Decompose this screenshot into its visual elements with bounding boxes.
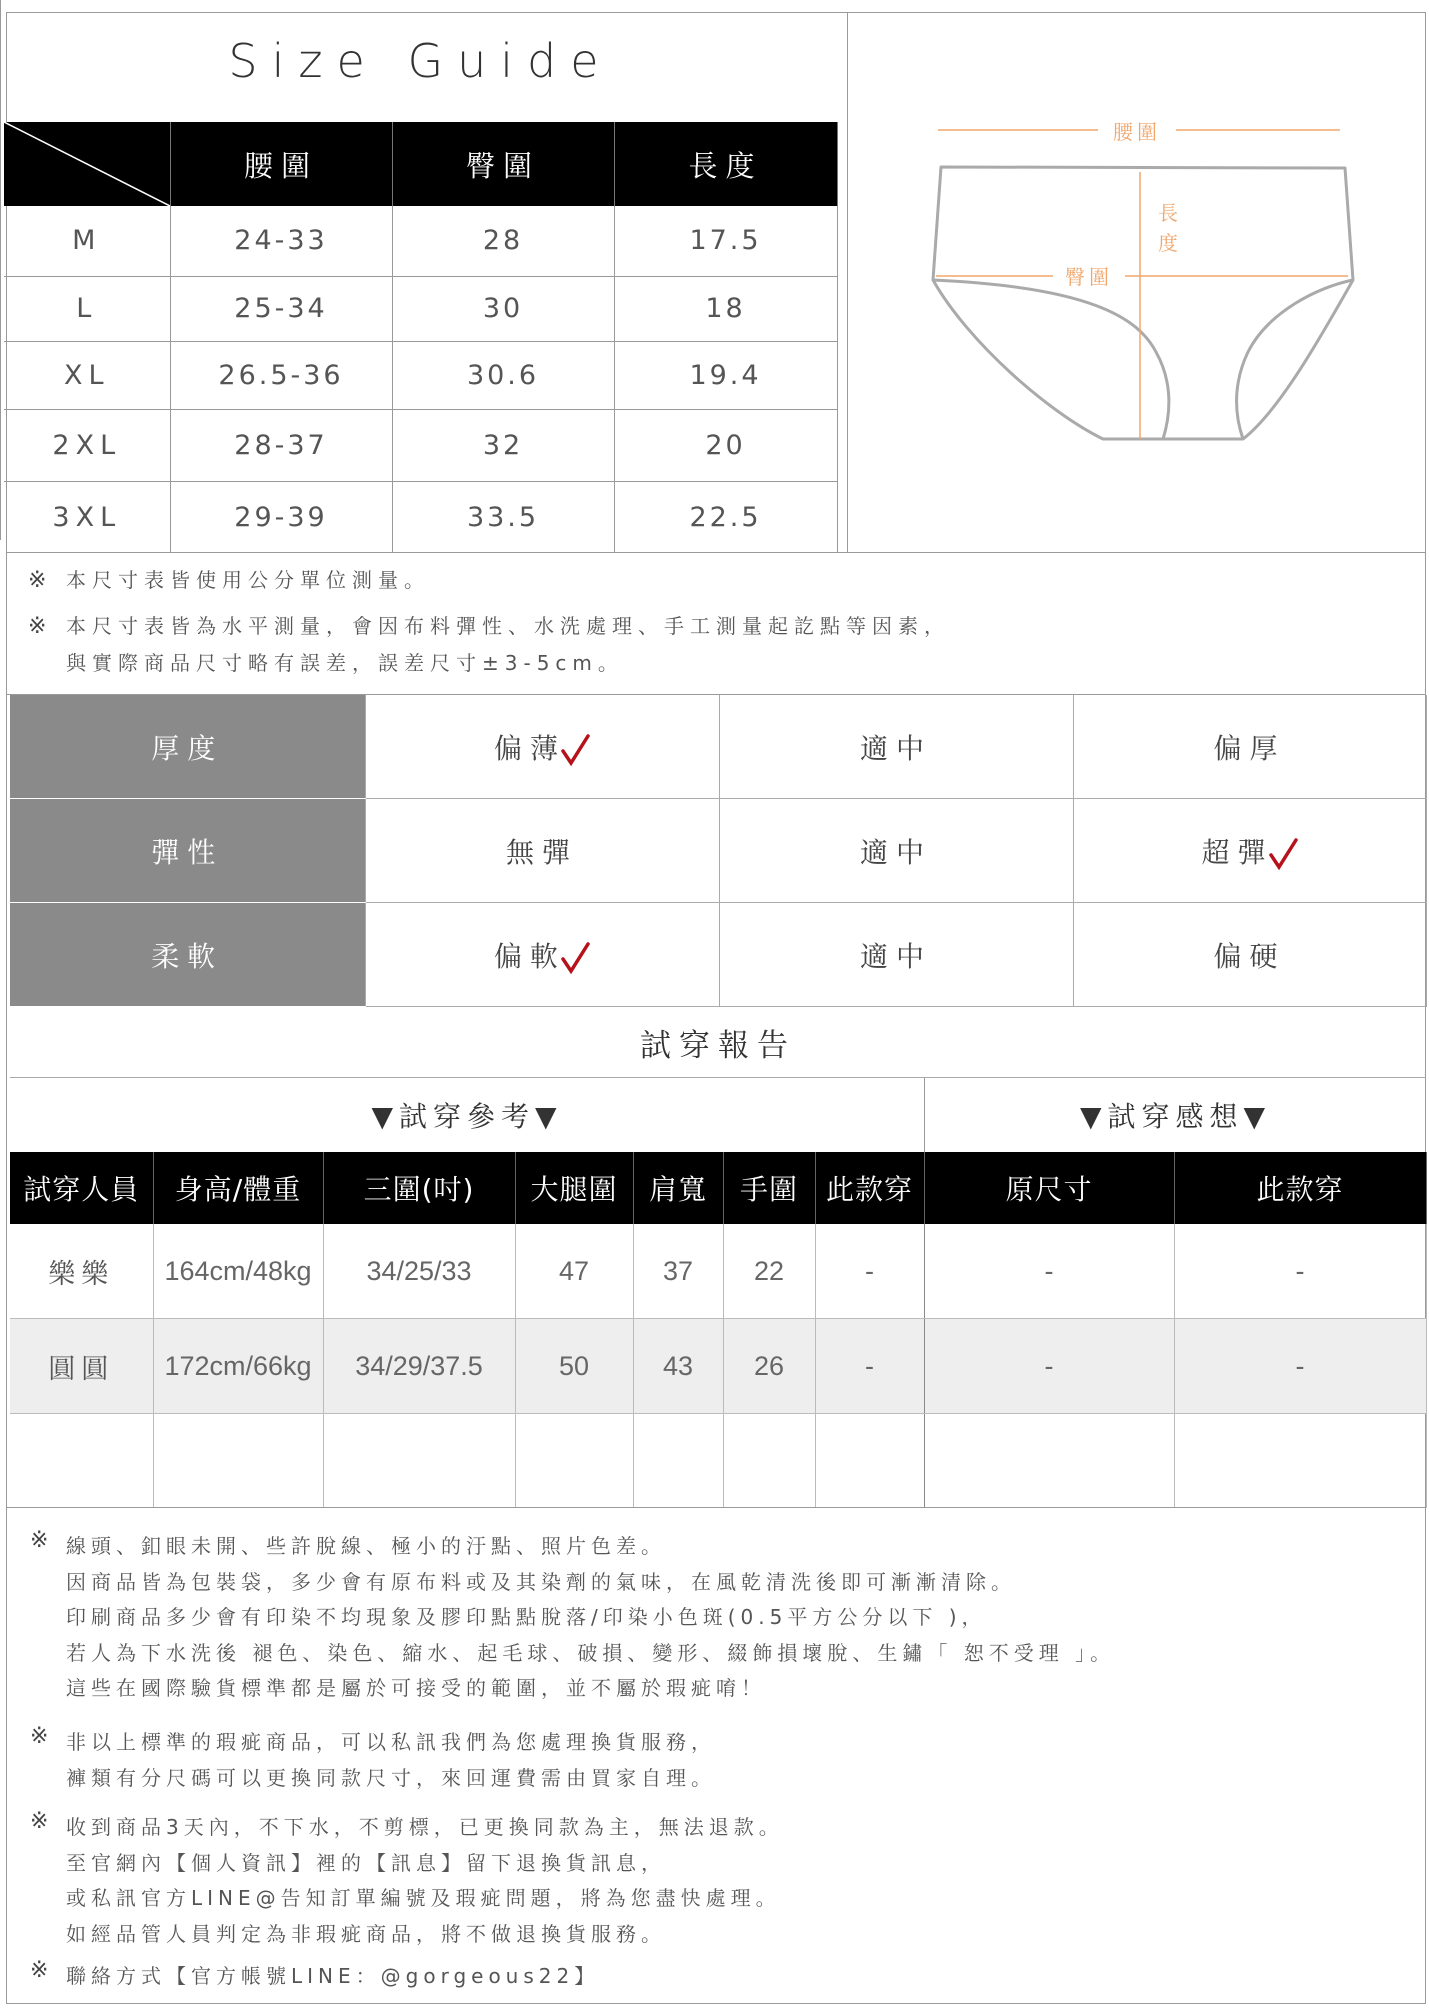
feedback-header: ▼試穿感想▼ [1079, 1100, 1272, 1133]
size-row [4, 341, 837, 409]
note-mark: ※ [28, 568, 47, 593]
fitting-column-header: 此款穿 [815, 1152, 924, 1224]
attribute-row [10, 695, 1426, 799]
fitting-cell: 50 [515, 1319, 633, 1414]
notes-divider [6, 552, 1426, 553]
fitting-column-header: 三圍(吋) [323, 1152, 515, 1224]
table-row [10, 1319, 1426, 1414]
fitting-cell: 164cm/48kg [153, 1224, 323, 1319]
attribute-option-label: 偏厚 [1213, 731, 1286, 765]
length-label-1: 長 [1158, 201, 1178, 225]
reference-header: ▼試穿參考▼ [10, 1078, 925, 1152]
length-value: 17.5 [614, 206, 837, 276]
attribute-option [1073, 903, 1426, 1007]
size-table [4, 122, 838, 553]
policy-note-line: 若人為下水洗後 褪色、染色、縮水、起毛球、破損、變形、綴飾損壞脫、生鏽「 恕不受理 」。 [66, 1640, 1116, 1665]
attribute-option [719, 903, 1073, 1007]
waist-label: 腰圍 [1113, 120, 1161, 144]
attribute-option-label: 適中 [859, 731, 932, 765]
size-label: XL [4, 341, 170, 409]
table-row [10, 1224, 1426, 1319]
fitting-column-header: 原尺寸 [924, 1152, 1174, 1224]
fitting-cell: - [924, 1224, 1174, 1319]
policy-note-line: 或私訊官方LINE@告知訂單編號及瑕疵問題，將為您盡快處理。 [66, 1886, 781, 1910]
policy-note-line: 因商品皆為包裝袋，多少會有原布料或及其染劑的氣味，在風乾清洗後即可漸漸清除。 [66, 1569, 1016, 1594]
tester-name: 樂樂 [10, 1224, 153, 1319]
attribute-option-label: 無彈 [505, 835, 578, 869]
underwear-diagram [848, 12, 1424, 552]
fitting-cell [924, 1414, 1174, 1509]
waist-value: 26.5-36 [170, 341, 392, 409]
fitting-cell: 172cm/66kg [153, 1319, 323, 1414]
waist-value: 28-37 [170, 409, 392, 481]
fitting-table [10, 1152, 1427, 1508]
measure-notes [10, 562, 1426, 692]
tester-name [10, 1414, 153, 1509]
size-label: L [4, 276, 170, 341]
policy-note-line: 至官網內【個人資訊】裡的【訊息】留下退換貨訊息， [66, 1850, 666, 1875]
size-row [4, 409, 837, 481]
attribute-name: 彈性 [10, 799, 365, 903]
note-mark: ※ [30, 1809, 49, 1834]
note-mark: ※ [30, 1528, 49, 1553]
fitting-cell: - [815, 1224, 924, 1319]
fitting-column-header: 試穿人員 [10, 1152, 153, 1224]
policy-note-line: 褲類有分尺碼可以更換同款尺寸，來回運費需由買家自理。 [66, 1765, 716, 1790]
attribute-option-label: 超彈 [1201, 835, 1274, 869]
policy-note-line: 聯絡方式【官方帳號LINE：@gorgeous22】 [66, 1964, 600, 1988]
fitting-cell [153, 1414, 323, 1509]
size-guide-panel [0, 0, 842, 540]
policy-note-line: 這些在國際驗貨標準都是屬於可接受的範圍，並不屬於瑕疵唷！ [66, 1676, 766, 1700]
fitting-cell [323, 1414, 515, 1509]
fitting-cell: - [924, 1319, 1174, 1414]
fitting-cell: - [1174, 1224, 1426, 1319]
attribute-option [1073, 799, 1426, 903]
note-line: 本尺寸表皆使用公分單位測量。 [66, 568, 430, 592]
attribute-table [10, 695, 1427, 1007]
fitting-column-header: 此款穿 [1174, 1152, 1426, 1224]
length-value: 18 [614, 276, 837, 341]
attribute-option-label: 偏薄 [493, 731, 566, 765]
policy-note-line: 非以上標準的瑕疵商品，可以私訊我們為您處理換貨服務， [66, 1730, 716, 1754]
fitting-column-header: 肩寬 [633, 1152, 723, 1224]
fitting-column-header: 手圍 [723, 1152, 815, 1224]
column-length: 長度 [614, 122, 837, 206]
note-mark: ※ [30, 1958, 49, 1983]
fitting-cell [815, 1414, 924, 1509]
hip-value: 30.6 [392, 341, 614, 409]
attribute-option [365, 799, 719, 903]
attribute-option-label: 適中 [859, 835, 932, 869]
fitting-report-subheaders [10, 1078, 1426, 1152]
policy-note-line: 線頭、釦眼未開、些許脫線、極小的汙點、照片色差。 [66, 1534, 666, 1558]
checkmark-icon [560, 733, 590, 767]
fitting-cell: 43 [633, 1319, 723, 1414]
size-label: 3XL [4, 481, 170, 553]
length-value: 20 [614, 409, 837, 481]
attribute-option-label: 偏軟 [493, 939, 566, 973]
column-waist: 腰圍 [170, 122, 392, 206]
note-mark: ※ [30, 1724, 49, 1749]
size-guide-title: Size Guide [228, 34, 613, 88]
policy-notes [10, 1508, 1426, 2003]
diagonal-corner-cell [4, 122, 170, 206]
size-row [4, 276, 837, 341]
fitting-cell [1174, 1414, 1426, 1509]
briefs-outline [933, 167, 1353, 439]
waist-value: 25-34 [170, 276, 392, 341]
diagonal-line-icon [4, 122, 170, 206]
waist-value: 24-33 [170, 206, 392, 276]
fitting-cell: - [1174, 1319, 1426, 1414]
tester-name: 圓圓 [10, 1319, 153, 1414]
length-value: 22.5 [614, 481, 837, 553]
attribute-name: 厚度 [10, 695, 365, 799]
checkmark-icon [560, 941, 590, 975]
hip-value: 28 [392, 206, 614, 276]
fitting-column-header: 大腿圍 [515, 1152, 633, 1224]
fitting-cell: 47 [515, 1224, 633, 1319]
checkmark-icon [1268, 837, 1298, 871]
fitting-cell [723, 1414, 815, 1509]
attribute-option [719, 695, 1073, 799]
fitting-cell: 22 [723, 1224, 815, 1319]
size-row [4, 481, 837, 553]
policy-note-line: 如經品管人員判定為非瑕疵商品，將不做退換貨服務。 [66, 1921, 666, 1946]
attribute-option-label: 偏硬 [1213, 939, 1286, 973]
fitting-cell: 34/29/37.5 [323, 1319, 515, 1414]
size-table-header [4, 122, 837, 206]
attribute-option-label: 適中 [859, 939, 932, 973]
length-label-2: 度 [1158, 231, 1178, 255]
size-label: 2XL [4, 409, 170, 481]
note-mark: ※ [28, 614, 47, 639]
size-row [4, 206, 837, 276]
table-row [10, 1414, 1426, 1509]
attribute-option [365, 695, 719, 799]
fitting-cell: 34/25/33 [323, 1224, 515, 1319]
waist-value: 29-39 [170, 481, 392, 553]
fitting-cell: 26 [723, 1319, 815, 1414]
attribute-option [365, 903, 719, 1007]
fitting-cell [515, 1414, 633, 1509]
fitting-report-title: 試穿報告 [10, 1007, 1426, 1078]
fitting-cell: - [815, 1319, 924, 1414]
attribute-row [10, 903, 1426, 1007]
length-value: 19.4 [614, 341, 837, 409]
leg-curve-left [933, 280, 1163, 439]
fitting-column-header: 身高/體重 [153, 1152, 323, 1224]
policy-note-line: 印刷商品多少會有印染不均現象及膠印點點脫落/印染小色斑(0.5平方公分以下 )， [66, 1605, 987, 1629]
hip-value: 30 [392, 276, 614, 341]
hip-value: 32 [392, 409, 614, 481]
column-hip: 臀圍 [392, 122, 614, 206]
leg-curve-right [1243, 280, 1353, 439]
note-line: 與實際商品尺寸略有誤差，誤差尺寸±3-5cm。 [66, 651, 624, 675]
hip-value: 33.5 [392, 481, 614, 553]
attribute-option [719, 799, 1073, 903]
fitting-cell: 37 [633, 1224, 723, 1319]
hip-label: 臀圍 [1065, 265, 1113, 289]
attribute-name: 柔軟 [10, 903, 365, 1007]
attribute-row [10, 799, 1426, 903]
fitting-cell [633, 1414, 723, 1509]
fitting-table-header [10, 1152, 1426, 1224]
underwear-illustration [847, 12, 1424, 552]
policy-note-line: 收到商品3天內，不下水，不剪標，已更換同款為主，無法退款。 [66, 1815, 784, 1839]
attribute-option [1073, 695, 1426, 799]
note-line: 本尺寸表皆為水平測量，會因布料彈性、水洗處理、手工測量起訖點等因素， [66, 614, 950, 638]
size-label: M [4, 206, 170, 276]
